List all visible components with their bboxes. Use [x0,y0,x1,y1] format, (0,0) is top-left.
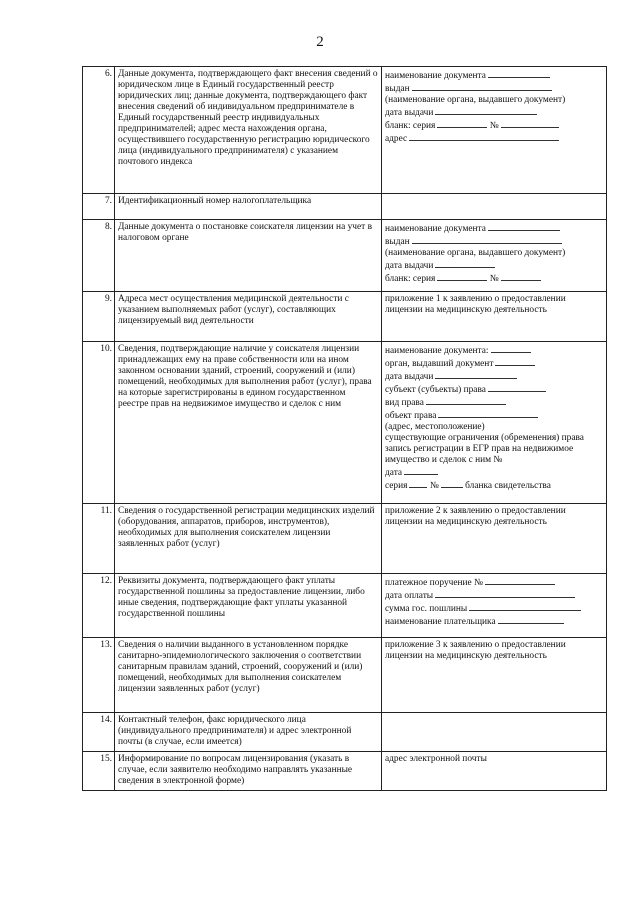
field-label: дата оплаты [385,591,434,601]
field-label: № [489,121,499,131]
row-number: 15. [83,752,115,791]
field-label: дата выдачи [385,261,434,271]
row-number: 11. [83,504,115,574]
row-fields [382,638,607,713]
table-row [83,194,607,220]
table-row [83,292,607,342]
blank-line[interactable] [501,272,541,281]
blank-line[interactable] [488,222,560,231]
table-row [83,342,607,504]
field-label: дата [385,468,403,478]
row-fields [382,574,607,638]
blank-line[interactable] [441,479,463,488]
field-label: (адрес, местоположение) [385,422,485,432]
row-number: 14. [83,713,115,752]
field-label: (наименование органа, выдавшего документ) [385,248,566,258]
row-number: 9. [83,292,115,342]
blank-line[interactable] [498,615,564,624]
field-label: № [429,481,439,491]
field-label: приложение 1 к заявлению о предоставлении лицензии на медицинскую деятельность [385,294,566,315]
row-fields [382,67,607,194]
field-label: адрес [385,134,408,144]
row-description: Информирование по вопросам лицензирования (указать в случае, если заявителю необходимо направлять указанные сведения в электронной форме) [115,752,382,791]
field-label: бланка свидетельства [465,481,551,491]
field-label: выдан [385,237,410,247]
field-label: бланк: серия [385,121,436,131]
field-label: приложение 2 к заявлению о предоставлении лицензии на медицинскую деятельность [385,506,566,527]
field-label: объект права [385,411,437,421]
field-label: бланк: серия [385,274,436,284]
field-label: орган, выдавший документ [385,359,494,369]
field-label: выдан [385,84,410,94]
blank-line[interactable] [412,82,552,91]
row-number: 10. [83,342,115,504]
row-number: 8. [83,220,115,292]
row-number: 12. [83,574,115,638]
blank-line[interactable] [409,479,427,488]
field-label: серия [385,481,408,491]
table-row [83,220,607,292]
row-fields[interactable] [382,713,607,752]
field-label: наименование документа [385,224,486,234]
blank-line[interactable] [435,259,495,268]
field-label: наименование документа [385,71,486,81]
blank-line[interactable] [435,106,537,115]
row-description: Сведения о наличии выданного в установленном порядке санитарно-эпидемиологического заключения о соответствии санитарным правилам зданий, строений, сооружений и (или) помещений, необходимых для выполнения соискателем лицензии заявленных работ (услуг) [115,638,382,713]
row-number: 13. [83,638,115,713]
page-number: 2 [316,34,324,50]
row-fields [382,342,607,504]
field-label: наименование плательщика [385,617,496,627]
row-description: Сведения, подтверждающие наличие у соискателя лицензии принадлежащих ему на праве собственности или на ином законном основании зданий, строений, сооружений и (или) помещений, необходимых для выполнения работ (услуг), права на которые зарегистрированы в едином государственном реестре прав на недвижимое имущество и сделок с ним [115,342,382,504]
row-fields [382,292,607,342]
row-description: Реквизиты документа, подтверждающего факт уплаты государственной пошлины за предоставление лицензии, либо иные сведения, подтверждающие факт уплаты указанной государственной пошлины [115,574,382,638]
blank-line[interactable] [488,69,550,78]
blank-line[interactable] [469,602,581,611]
field-label: субъект (субъекты) права [385,385,486,395]
blank-line[interactable] [438,409,538,418]
table-row [83,67,607,194]
row-description: Данные документа, подтверждающего факт внесения сведений о юридическом лице в Единый государственный реестр юридических лиц; данные документа, подтверждающего факт внесения сведений об индивидуальном предпринимателе в Единый государственный реестр индивидуальных предпринимателей; адрес места нахождения органа, осуществившего государственную регистрацию юридического лица (индивидуального предпринимателя) с указанием почтового индекса [115,67,382,194]
blank-line[interactable] [435,370,517,379]
field-label: сумма гос. пошлины [385,604,468,614]
field-label: (наименование органа, выдавшего документ) [385,95,566,105]
field-label: платежное поручение № [385,578,483,588]
row-fields [382,504,607,574]
row-description: Идентификационный номер налогоплательщика [115,194,382,220]
row-fields [382,752,607,791]
blank-line[interactable] [404,466,438,475]
blank-line[interactable] [495,357,535,366]
field-label: адрес электронной почты [385,754,487,764]
field-label: наименование документа: [385,346,489,356]
blank-line[interactable] [409,132,559,141]
row-description: Адреса мест осуществления медицинской деятельности с указанием выполняемых работ (услуг), составляющих лицензируемый вид деятельности [115,292,382,342]
table-row [83,504,607,574]
row-number: 7. [83,194,115,220]
table-row [83,574,607,638]
blank-line[interactable] [485,576,555,585]
field-label: № [489,274,499,284]
field-label: дата выдачи [385,108,434,118]
blank-line[interactable] [437,119,487,128]
blank-line[interactable] [435,589,575,598]
blank-line[interactable] [488,383,546,392]
row-number: 6. [83,67,115,194]
row-description: Контактный телефон, факс юридического лица (индивидуального предпринимателя) и адрес электронной почты (в случае, если имеется) [115,713,382,752]
field-label: приложение 3 к заявлению о предоставлении лицензии на медицинскую деятельность [385,640,566,661]
field-label: существующие ограничения (обременения) права [385,433,584,443]
table-row [83,752,607,791]
table-row [83,713,607,752]
row-fields [382,220,607,292]
blank-line[interactable] [501,119,559,128]
table-row [83,638,607,713]
field-label: запись регистрации в ЕГР прав на недвижимое имущество и сделок с ним № [385,444,574,465]
blank-line[interactable] [437,272,487,281]
field-label: вид права [385,398,424,408]
row-description: Данные документа о постановке соискателя лицензии на учет в налоговом органе [115,220,382,292]
field-label: дата выдачи [385,372,434,382]
row-description: Сведения о государственной регистрации медицинских изделий (оборудования, аппаратов, приборов, инструментов), необходимых для выполнения соискателем лицензии заявленных работ (услуг) [115,504,382,574]
blank-line[interactable] [426,396,506,405]
row-fields[interactable] [382,194,607,220]
license-application-table [82,66,607,791]
blank-line[interactable] [491,344,531,353]
blank-line[interactable] [412,235,562,244]
